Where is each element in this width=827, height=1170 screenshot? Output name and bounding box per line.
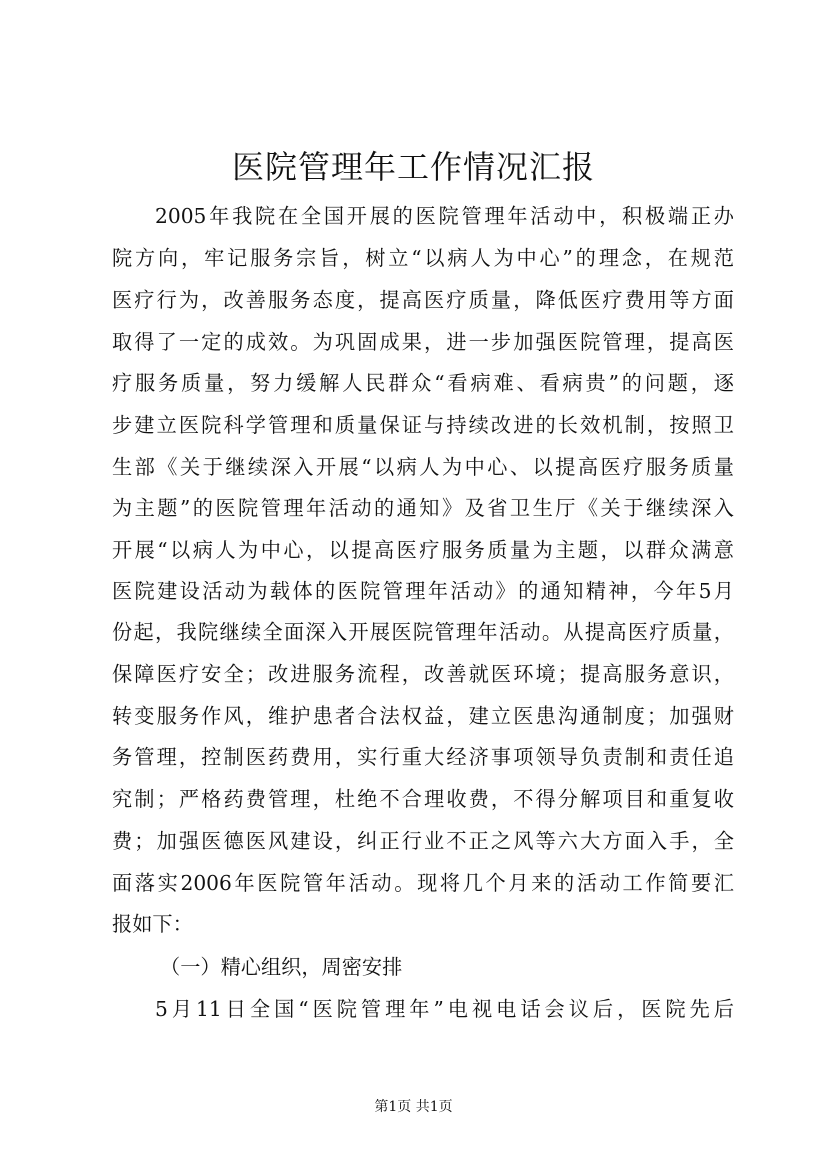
paragraph-line: 究制；严格药费管理，杜绝不合理收费，不得分解项目和重复收 xyxy=(112,787,734,811)
paragraph-line: 费；加强医德医风建设，纠正行业不正之风等六大方面入手，全 xyxy=(112,829,734,853)
paragraph-line: 取得了一定的成效。为巩固成果，进一步加强医院管理，提高医 xyxy=(112,330,734,354)
page-footer: 第1页 共1页 xyxy=(374,1099,453,1115)
paragraph-line: 步建立医院科学管理和质量保证与持续改进的长效机制，按照卫 xyxy=(112,413,734,437)
paragraph-line: 开展“以病人为中心，以提高医疗服务质量为主题，以群众满意 xyxy=(112,538,734,562)
paragraph-line: 面落实2006年医院管年活动。现将几个月来的活动工作简要汇 xyxy=(112,871,734,895)
page-title: 医院管理年工作情况汇报 xyxy=(231,148,595,186)
paragraph-line: 保障医疗安全；改进服务流程，改善就医环境；提高服务意识， xyxy=(112,662,734,686)
paragraph-line: 份起，我院继续全面深入开展医院管理年活动。从提高医疗质量， xyxy=(112,620,734,644)
paragraph-line: 院方向，牢记服务宗旨，树立“以病人为中心”的理念，在规范 xyxy=(112,246,734,270)
section-heading: （一）精心组织，周密安排 xyxy=(160,955,403,979)
paragraph-line: 医院建设活动为载体的医院管理年活动》的通知精神，今年5月 xyxy=(112,579,734,603)
paragraph-line: 生部《关于继续深入开展“以病人为中心、以提高医疗服务质量 xyxy=(112,455,734,479)
paragraph-line: 务管理，控制医药费用，实行重大经济事项领导负责制和责任追 xyxy=(112,745,734,769)
paragraph-line: 报如下： xyxy=(112,912,193,936)
paragraph-line: 疗服务质量，努力缓解人民群众“看病难、看病贵”的问题，逐 xyxy=(112,371,734,395)
paragraph-line: 转变服务作风，维护患者合法权益，建立医患沟通制度；加强财 xyxy=(112,704,734,728)
paragraph-line: 医疗行为，改善服务态度，提高医疗质量，降低医疗费用等方面 xyxy=(112,288,734,312)
paragraph-line: 为主题”的医院管理年活动的通知》及省卫生厅《关于继续深入 xyxy=(112,496,734,520)
paragraph-line: 2005年我院在全国开展的医院管理年活动中，积极端正办 xyxy=(155,204,734,228)
paragraph-line: 5月11日全国“医院管理年”电视电话会议后，医院先后 xyxy=(155,997,734,1021)
